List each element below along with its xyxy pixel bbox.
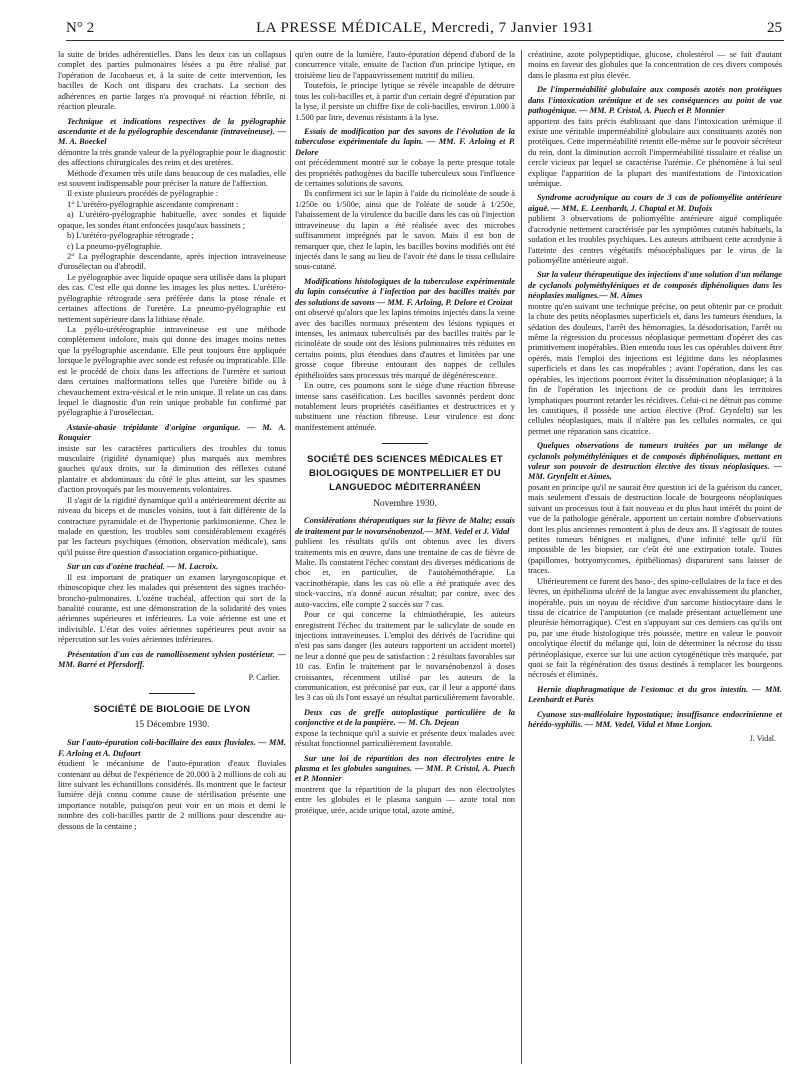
article-heading: Deux cas de greffe autoplastique particulière de la conjonctive et de la paupière. — M. Ch. Dejean (295, 707, 515, 728)
article-heading: Essais de modification par des savons de l'évolution de la tuberculose expérimentale du lapin. — MM. F. Arloing et P. Delore (295, 126, 515, 157)
paragraph: apportent des faits précis établissant que dans l'intoxication urémique il existe une véritable imperméabilité globulaire aux constituants azotés non protéiques. Cette imperméabilité retentit elle-même sur le pouvoir sécréteur du rein, dont la diminution accroît l'imperméabilité tissulaire et réalise un cercle vicieux par lequel se caractérise l'urémie. Ce phénomène à lui seul explique l'apparition de la plupart des manifestations de l'intoxication urémique. (528, 116, 782, 189)
article-heading: Technique et indications respectives de la pyélographie ascendante et de la pyélographie descendante (intraveineuse). — M. A. Boeckel (58, 116, 286, 147)
separator-rule (382, 443, 428, 444)
article-heading: Quelques observations de tumeurs traitées par un mélange de cyclanols polyméthyléniques et de composés diphénoliques, mettant en valeur son pouvoir de destruction élective des tissus néoplasiques. — MM. Grynfeltt et Aimes, (528, 441, 782, 482)
paragraph: montre qu'en suivant une technique précise, on peut obtenir par ce produit la chute des petits néoplasmes superficiels et, dans les tumeurs étendues, la sédation des douleurs, l'arrêt des hémorragies, la désodorisation, l'arrêt ou même la régression du processus néoplasique permettant d'opérer des cas primitivement inopérables. Bien entendu tous les cas opérables doivent être opérés, mais l'emploi des injections est légitime dans les néoplasmes superficiels et dans les cas inopérables ; avant l'opération, dans les cas opérables, les injections pourront éviter la dissémination néoplasique; à la fin de l'opération les injections de ce produit dans les territoires lymphatiques pourront retarder les récidives. Celui-ci ne détruit pas comme les caustiques, il possède une action élective (Prof. Grynfeltt) sur les cellules néoplasiques, mais il n'altère pas les cellules normales, ce qui permet une réparation sans cicatrice. (528, 301, 782, 436)
article-heading: Sur l'auto-épuration coli-bacillaire des eaux fluviales. — MM. F. Arloing et A. Dufourt (58, 738, 286, 758)
issue-number: N° 2 (66, 20, 95, 36)
paragraph: ont précédemment montré sur le cobaye la perte presque totale des propriétés pathogènes du bacille tuberculeux sous l'influence de certaines solutions de savons. (295, 158, 515, 189)
society-title: SOCIÉTÉ DES SCIENCES MÉDICALES ET BIOLOGIQUES DE MONTPELLIER ET DU LANGUEDOC MÉDITERRANÉEN (307, 453, 503, 493)
paragraph: démontre la très grande valeur de la pyélographie pour le diagnostic des affections chirurgicales des reins et des uretères. (58, 147, 286, 168)
article-heading: Sur la valeur thérapeutique des injections d'une solution d'un mélange de cyclanols polyméthyléniques et de composés diphénoliques dans les néoplasies malignes.— M. Aimes (528, 270, 782, 301)
journal-title: LA PRESSE MÉDICALE, Mercredi, 7 Janvier 1931 (256, 20, 594, 36)
paragraph: b) L'urétéro-pyélographie rétrograde ; (67, 231, 194, 241)
separator-rule (149, 693, 195, 694)
paragraph: En outre, ces poumons sont le siège d'une réaction fibreuse intense sans caséification. Les bacilles savonnés perdent donc notablement leurs propriétés caséifiantes et destructrices et y substituent une réaction fibreuse. Leur virulence est donc manifestement atténuée. (295, 381, 515, 432)
signature: J. Vidal. (749, 733, 776, 743)
paragraph: c) La pneumo-pyélographie. (67, 241, 163, 251)
paragraph: Toutefois, le principe lytique se révèle incapable de détruire tous les coli-bacilles et, à partir d'un certain degré d'épuration par la lyse, il persiste un chiffre fixe de coli-bacilles, environ 1.000 à 1.500 par litre, devenus résistants à la lyse. (295, 81, 515, 122)
article-heading: Considérations thérapeutiques sur la fièvre de Malte; essais de traitement par le novarsénobenzol.— MM. Vedel et J. Vidal (295, 516, 515, 536)
column-right (528, 50, 782, 1072)
column-divider (290, 50, 291, 1064)
page-number: 25 (767, 20, 782, 36)
paragraph: qu'en outre de la lumière, l'auto-épuration dépend d'abord de la concurrence vitale, ensuite de l'action d'un principe lytique, en troisième lieu de l'appauvrissement nutritif du milieu. (295, 50, 515, 80)
paragraph: expose la technique qu'il a suivie et présente deux malades avec résultat fonctionnel particulièrement favorable. (295, 728, 515, 749)
paragraph: étudient le mécanisme de l'auto-épuration d'eaux fluviales contenant au début de l'expérience de 20.000 à 2 millions de coli au litre suivant les échantillons considérés. Ils montrent que le facteur lumière déjà connu comme cause de stérilisation présente une importance notable, puisqu'on peut voir en un mois et demi le nombre des coli-bacilles partir de 2 millions pour descendre au-dessous de la centaine ; (58, 759, 286, 831)
paragraph: créatinine, azote polypeptidique, glucose, cholestérol — se fait d'autant moins en faveur des globules que la concentration de ces divers composés dans le plasma est plus élevée. (528, 50, 782, 80)
paragraph: posant en principe qu'il ne saurait être question ici de la guérison du cancer, mais seulement d'essais de destruction locale de bourgeons néoplasiques suivant un processus tout à fait nouveau et du plus haut intérêt du point de vue de la pathologie générale, apportent un certain nombre d'observations dont les plus anciennes remontent à plus de deux ans. Il s'agissait de toutes petites tumeurs bénignes et malignes, d'une infinité telle qu'il fût impossible de les biopsier, car c'eût été une extirpation totale. Toutes (papillomes, botryomycomes, épithéliomas) disparurent sans laisser de traces. (528, 482, 782, 576)
paragraph: Il s'agit de la rigidité dynamique qu'il a antérieurement décrite au niveau du biceps et de muscles voisins, tout à fait différente de la contracture pyramidale et de l'hypertonie parkinsonienne. Chez le malade en question, les troubles sont considérablement exagérés par les facteurs psychiques (émotion, observation médicale), sans qu'il puisse être question d'association organico-pithiatique. (58, 495, 286, 557)
session-date: 15 Décembre 1930. (134, 720, 210, 731)
article-heading: Cyanose sus-malléolaire hypostatique; insuffisance endocrinienne et hérédo-syphilis. — MM. Vedel, Vidal et Mme Lonjon. (528, 709, 782, 730)
paragraph: ont observé qu'alors que les lapins témoins injectés dans la veine avec des bacilles normaux présentent des lésions typiques et intenses, les animaux tuberculisés par des bacilles traités par le ricinoléate de soude ont des lésions pulmonaires très réduites en certains points, plus étendues dans d'autres et limitées par une grosse coque fibreuse entourant des nappes de cellules épithélioïdes sans processus très marqué de dégénérescence. (295, 308, 515, 380)
paragraph: Il est important de pratiquer un examen laryngoscopique et rhinoscopique chez les malades qui présentent des signes trachéo-broncho-pulmonaires. L'ozène trachéal, affection qui sort de la banalité courante, est une démonstration de la solidarité des voies aériennes supérieures et inférieures. La voie aérienne est une et indivisible. L'état des voies aériennes supérieures peut avoir sa répercution sur les voies aériennes inférieures. (58, 572, 286, 645)
paragraph: Pour ce qui concerne la chimiothérapie, les auteurs enregistrent l'échec du traitement par le salicylate de soude en injections intraveineuses. L'emploi des dérivés de l'acridine qui n'est pas sans danger (les auteurs rapportent un accident mortel) ne leur a donné que peu de satisfaction : 2 résultats favorables sur 10 cas. Enfin le traitement par le novarsénobenzol à doses croissantes, récemment utilisé par les auteurs de la communication, est préconisé par eux, car il leur a apporté dans les 3 cas où ils l'ont essayé un résultat particulièrement favorable. (295, 610, 515, 703)
column-left (58, 50, 286, 1072)
paragraph: La pyélo-urétérographie intraveineuse est une méthode complètement indolore, mais qui donne des images moins nettes que la pyélographie ascendante. Elle peut toujours être appliquée lorsque le pyélographie avec sonde est refusée ou impraticable. Elle est le procédé de choix dans les affections de l'uretère et surtout dans certaines malformations telles que l'uretère bifide ou à chevauchement extra-vésical et le rein unique. Il relate un cas dans lequel le diagnostic d'un rein unique probable fut confirmé par pyélographie à l'urosélectan. (58, 324, 286, 418)
paragraph: 2° La pyélographie descendante, après injection intraveineuse d'urosélectan ou d'abrodil. (58, 252, 286, 272)
society-title: SOCIÉTÉ DE BIOLOGIE DE LYON (93, 703, 251, 715)
paragraph: montrent que la répartition de la plupart des non électrolytes entre les globules et le plasma sanguin — azote total non protéique, urée, acide urique total, azote aminé, (295, 784, 515, 815)
article-heading: Syndrome acrodynique au cours de 3 cas de poliomyélite antérieure aiguë. — MM. E. Leenhardt, J. Chaptal et M. Dufoix (528, 193, 782, 213)
paragraph: Ils confirment ici sur le lapin à l'aide du ricinoléate de soude à 1/250e ou 1/500e, ainsi que de l'oléate de soude à 1/250e, l'abaissement de la virulence du bacille dans les cas où l'injection intraveineuse du lapin a été réalisée avec des microbes suffisamment imprégnés par le savon. Mais il est bon de remarquer que, chez le lapin, les bacilles bovins modifiés ont été injectés dans le sang au lieu de l'avoir été dans le tissu cellulaire sous-cutané. (295, 189, 515, 272)
article-heading: Hernie diaphragmatique de l'estomac et du gros intestin. — MM. Leenhardt et Parès (528, 684, 782, 705)
column-middle (295, 50, 515, 1072)
paragraph: a) L'urétéro-pyélographie habituelle, avec sondes et liquide opaque, les sondes étant enfoncées jusqu'aux bassinets ; (58, 210, 286, 230)
article-heading: Astasie-abasie trépidante d'origine organique. — M. A. Rouquier (58, 422, 286, 443)
paragraph: Ultérieurement ce furent des baso-, des spino-cellulaires de la face et des lèvres, un épithélioma ulcéré de la langue avec envahissement du plancher, inopérable, puis un noyau de récidive d'un sarcome histiocytaire dans le tissu de cicatrice de l'amputation (ce malade présentant actuellement une pleurésie hémorragique). C'est en s'appuyant sur ces derniers cas qu'ils ont pu, par une étude histologique très poussée, mettre en valeur le pouvoir oncolytique électif du mélange qui, loin de déterminer la nécrose du tissu périnéoplasique, exerce sur lui une action cytogénétique très marquée, par quoi se fait la régénération des tissus destinés à remplacer les bourgeons nécrosés et éliminés. (528, 576, 782, 680)
signature: P. Carlier. (248, 673, 280, 683)
paragraph: la suite de brides adhérentielles. Dans les deux cas un collapsus complet des parties pulmonaires lésées a pu être réalisé par l'opération de Jacobaeus et, à la suite de cette intervention, les bacilles de Koch ont disparu des crachats. La section des adhérences en partie larges n'a provoqué ni réaction fébrile, ni réaction pleurale. (58, 50, 286, 112)
paragraph: Il existe plusieurs procédés de pyélographie : (67, 189, 219, 199)
paragraph: Méthode d'examen très utile dans beaucoup de ces maladies, elle est souvent indispensable pour préciser la nature de l'affection. (58, 168, 286, 189)
article-heading: Modifications histologiques de la tuberculose expérimentale du lapin consécutive à l'infection par des bacilles traités par des solutions de savons — MM. F. Arloing, P. Delore et Croizat (295, 276, 515, 307)
paragraph: 1° L'urétéro-pyélographie ascendante comprenant : (67, 199, 239, 209)
article-heading: Sur un cas d'ozène trachéal. — M. Lacroix. (67, 562, 219, 572)
article-heading: Présentation d'un cas de ramollissement sylvien postérieur. — MM. Barré et Pfersdorff. (58, 649, 286, 670)
paragraph: publient les résultats qu'ils ont obtenus avec les divers traitements mis en œuvre, dans une trentaine de cas de fièvre de Malte. Ils constatent l'échec constant des diverses médications de choc et, en particulier, de l'autohémothérapie. La vaccinothérapie, dans les cas où elle a été pratiquée avec des stock-vaccins, n'a donné aucun résultat; par contre, avec des auto-vaccins, elle compte 2 succès sur 7 cas. (295, 537, 515, 609)
page-header (66, 16, 784, 41)
article-heading: De l'imperméabilité globulaire aux composés azotés non protéiques dans l'intoxication urémique et de ses conséquences au point de vue pathogénique. — MM. P. Cristol, A. Puech et P. Monnier (528, 85, 782, 116)
paragraph: publient 3 observations de poliomyélite antérieure aiguë compliquée d'acrodynie nettement caractérisée par les symptômes cutanés habituels, la sudation et les troubles psychiques. Les auteurs attribuent cette acrodynie à l'atteinte des centres végétatifs mésocéphaliques par le virus de la poliomyélite antérieure aiguë. (528, 214, 782, 266)
paragraph: Le pyélographie avec liquide opaque sera utilisée dans la plupart des cas. C'est elle qui donne les images les plus nettes. L'urétéro-pyélographie rétrograde sera préférée dans la ptose rénale et certaines affections de l'uretère. La pneumo-pyélographie est nettement supérieure dans la lithiase rénale. (58, 272, 286, 324)
column-divider (521, 50, 522, 1064)
session-date: Novembre 1930. (373, 498, 437, 509)
paragraph: insiste sur les caractères particuliers des troubles du tonus musculaire (rigidité dynamique) plus marqués aux membres gauches qu'aux droits, sur la diminution des réflexes cutané plantaire et abdominaux du côté le plus atteint, sur les spasmes d'action provoqués par les mouvements volontaires. (58, 443, 286, 495)
article-heading: Sur une loi de répartition des non électrolytes entre le plasma et les globules sanguines. — MM. P. Cristol, A. Puech et P. Monnier (295, 753, 515, 784)
